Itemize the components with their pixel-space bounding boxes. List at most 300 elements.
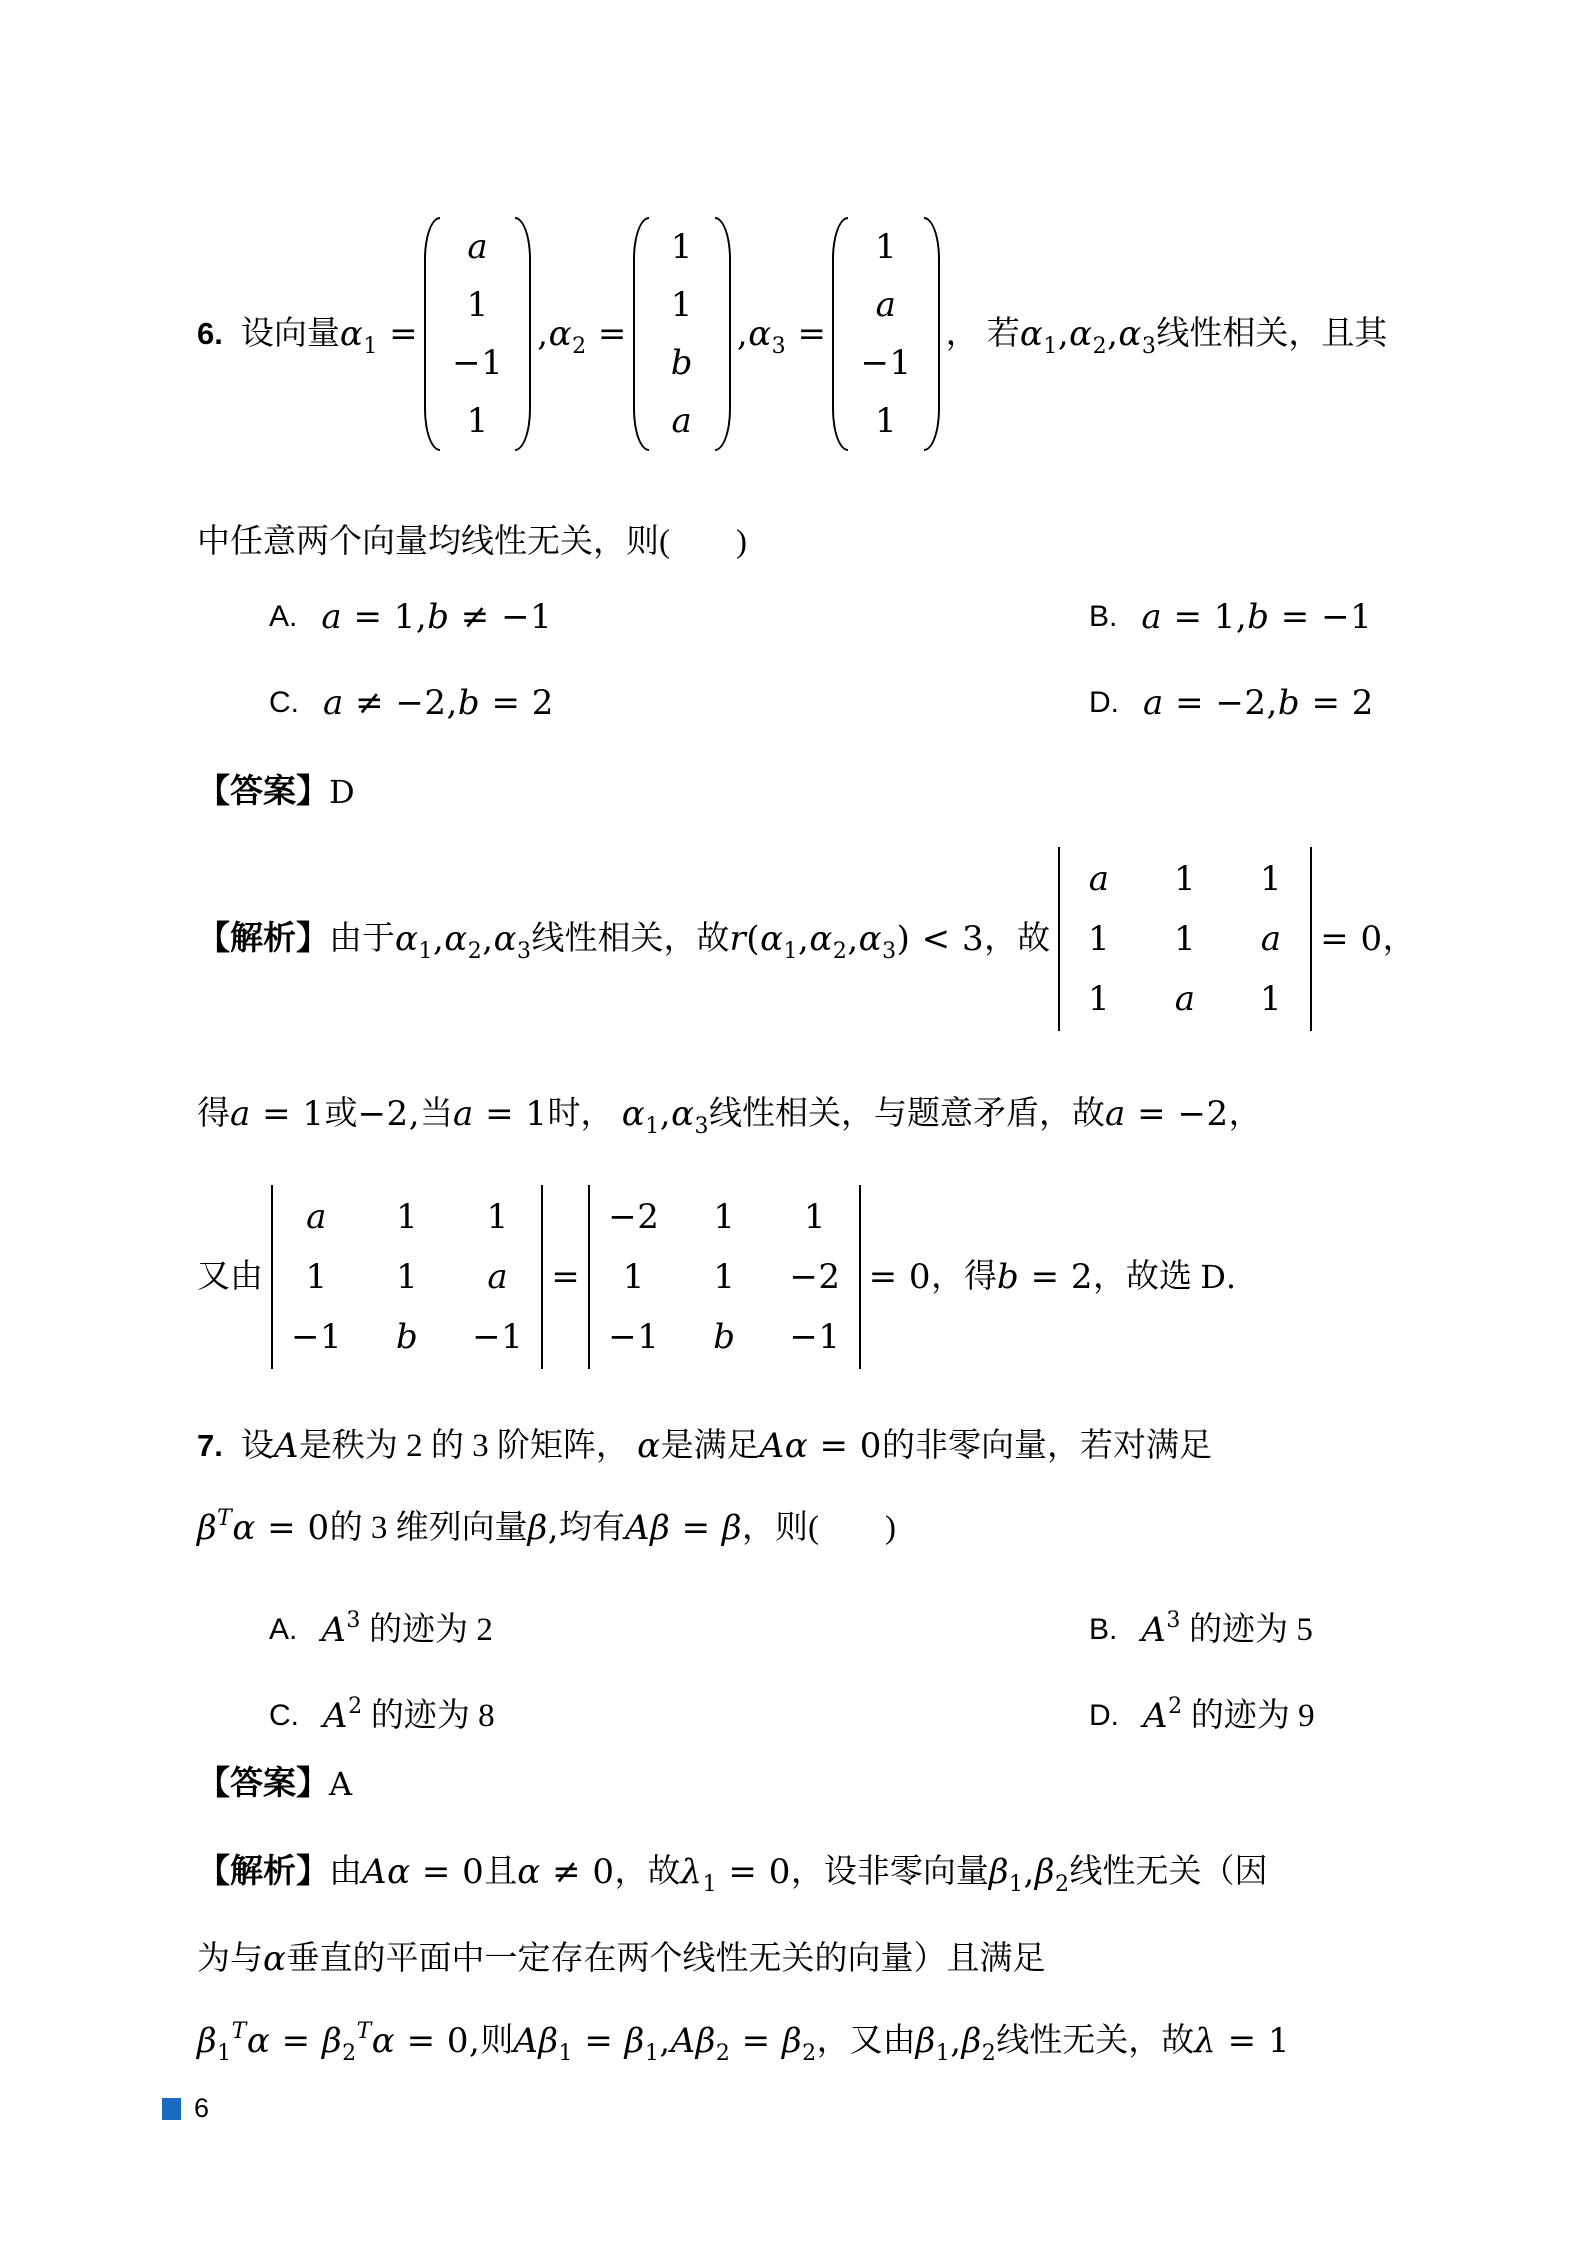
superscript: 2 (1168, 1694, 1183, 1719)
math-glyph (1269, 597, 1280, 637)
math-run (321, 594, 552, 640)
determinant (271, 1185, 543, 1369)
math-glyph: a (230, 1094, 251, 1134)
matrix-cell (306, 1247, 328, 1307)
math-run (637, 1423, 660, 1469)
matrix-cell (1089, 849, 1110, 909)
math-glyph: 1 (889, 343, 912, 383)
answer-letter: A (329, 1765, 354, 1803)
math-glyph (1349, 919, 1360, 959)
math-glyph: , (446, 683, 458, 723)
math-run (453, 1091, 548, 1137)
subscript: 2 (715, 2041, 731, 2066)
math-glyph: b (1247, 597, 1270, 637)
math-run (1105, 1091, 1229, 1137)
math-glyph: − (608, 1317, 638, 1357)
option-label: A. (269, 600, 298, 633)
math-glyph: 3 (961, 919, 985, 959)
math-glyph: α (1118, 314, 1142, 354)
math-run (997, 1254, 1093, 1300)
superscript: 3 (1166, 1608, 1181, 1633)
text-run: 的非零向量，若对满足 (881, 1428, 1212, 1464)
math-glyph: 1 (1213, 597, 1236, 637)
subscript: 3 (882, 939, 897, 964)
math-glyph: ) (896, 919, 911, 959)
math-glyph: a (1143, 683, 1164, 723)
math-glyph (1340, 683, 1351, 723)
math-run (306, 1254, 328, 1300)
math-glyph: ( (746, 919, 761, 959)
math-glyph: , (415, 597, 428, 637)
math-glyph: a (1141, 597, 1163, 637)
text-run: 垂直的平面中一定存在两个线性无关的向量）且满足 (286, 1941, 1046, 1977)
math-run (472, 1314, 523, 1360)
math-glyph: = (1320, 919, 1350, 959)
q6-ana3 (197, 1185, 1557, 1369)
math-glyph: 1 (713, 1257, 736, 1297)
text-run: 是满足 (660, 1428, 760, 1464)
matrix-cell (608, 1307, 659, 1367)
math-glyph (514, 1094, 525, 1134)
option-c (269, 680, 554, 726)
option-row (197, 680, 1557, 726)
math-glyph: a (1174, 979, 1196, 1019)
math-glyph (1216, 2021, 1227, 2061)
math-glyph: 1 (1174, 859, 1197, 899)
math-glyph: r (729, 919, 747, 959)
matrix-cell (487, 1187, 509, 1247)
math-glyph: 0 (307, 1508, 330, 1548)
math-glyph: α (637, 1426, 661, 1466)
math-glyph: 1 (1088, 979, 1111, 1019)
matrix-cell (442, 276, 513, 334)
matrix-cell (651, 392, 713, 450)
math-run (1089, 856, 1110, 902)
math-glyph: = (1173, 597, 1203, 637)
q6-ana2 (197, 1091, 1557, 1137)
math-glyph: α (784, 1426, 809, 1466)
math-glyph: 1 (874, 227, 898, 267)
subscript: 1 (1043, 334, 1058, 359)
math-glyph: = (491, 683, 521, 723)
page-number-marker (162, 2098, 181, 2120)
math-run (467, 282, 489, 328)
option-label: C. (269, 686, 299, 719)
math-glyph: β (781, 2021, 803, 2061)
option-label: A. (269, 1613, 298, 1646)
math-glyph: α (748, 314, 772, 354)
option-label: D. (1089, 686, 1119, 719)
math-glyph: b (427, 597, 450, 637)
right-paren-icon (924, 217, 940, 451)
math-glyph: = (262, 1094, 292, 1134)
math-run (467, 398, 489, 444)
text-run: 则 (480, 2023, 514, 2059)
math-glyph: β (1034, 1852, 1055, 1892)
column-vector (633, 214, 731, 454)
math-glyph: 1 (525, 1094, 548, 1134)
math-glyph: α (548, 314, 573, 354)
math-glyph (1310, 597, 1321, 637)
q6-options (197, 594, 1557, 726)
text-run: 线性无关，故 (996, 2023, 1195, 2059)
subscript: 3 (1141, 334, 1157, 359)
math-glyph: 1 (466, 401, 489, 441)
subscript: 2 (572, 334, 587, 359)
matrix-cell (472, 1307, 523, 1367)
math-run (291, 1314, 342, 1360)
math-run (916, 2018, 997, 2064)
math-glyph (411, 1852, 422, 1892)
math-glyph: 1 (622, 1257, 645, 1297)
math-glyph: 1 (1260, 979, 1283, 1019)
math-glyph: = (1227, 2021, 1257, 2061)
math-glyph (490, 597, 501, 637)
math-glyph: a (1260, 919, 1282, 959)
math-glyph: 1 (670, 285, 693, 325)
math-glyph: 2 (531, 683, 554, 723)
math-glyph: − (452, 343, 482, 383)
math-glyph: β (197, 1508, 218, 1548)
math-glyph: 1 (1088, 919, 1111, 959)
math-run (671, 224, 693, 270)
math-run (1175, 976, 1196, 1022)
math-glyph: 0 (446, 2021, 470, 2061)
math-glyph (717, 1852, 728, 1892)
math-glyph: = (421, 1852, 451, 1892)
q7-answer (197, 1761, 1557, 1807)
math-run (230, 1091, 325, 1137)
math-glyph: = (681, 1508, 711, 1548)
text-run: 是秩为 2 的 3 阶矩阵， (298, 1428, 638, 1464)
math-glyph: α (232, 1508, 256, 1548)
math-glyph: 0 (768, 1852, 791, 1892)
math-run (517, 1849, 614, 1895)
option-label: C. (269, 1699, 299, 1732)
math-run (623, 1254, 645, 1300)
text-run: ， (1228, 1096, 1262, 1132)
math-glyph: = (551, 1257, 581, 1297)
text-run: ，又由 (816, 2023, 916, 2059)
math-glyph: β (321, 2021, 343, 2061)
math-run (197, 2018, 480, 2064)
q6-ana1 (197, 847, 1557, 1031)
math-run (1143, 1693, 1183, 1739)
math-glyph (1257, 2021, 1268, 2061)
math-run (340, 311, 418, 357)
math-run (395, 916, 532, 962)
q7-ana2 (197, 1936, 1557, 1982)
matrix-cell (850, 276, 921, 334)
math-glyph: α (1019, 314, 1044, 354)
math-run (875, 224, 897, 270)
matrix-cell (1261, 909, 1282, 969)
right-paren-icon (515, 217, 531, 451)
text-run: 设 (240, 1428, 274, 1464)
option-label: B. (1089, 600, 1118, 633)
math-glyph: α (493, 919, 518, 959)
math-glyph: b (997, 1257, 1020, 1297)
math-glyph (587, 314, 598, 354)
math-glyph: α (371, 2021, 396, 2061)
math-run (875, 398, 897, 444)
option-b (1089, 1607, 1313, 1653)
math-glyph: , (432, 919, 445, 959)
matrix-cell (1260, 969, 1282, 1029)
math-run (274, 1423, 299, 1469)
subscript: 1 (702, 1872, 718, 1897)
math-glyph: α (517, 1852, 541, 1892)
math-glyph: 1 (1260, 859, 1283, 899)
math-glyph: = (597, 314, 627, 354)
math-glyph: 0 (859, 1426, 882, 1466)
matrix-cell (442, 392, 513, 450)
q7-stem2 (197, 1505, 1557, 1551)
subscript: 1 (363, 334, 378, 359)
math-glyph: 2 (1206, 1094, 1229, 1134)
math-glyph: 0 (908, 1257, 932, 1297)
text-run: ，故 (984, 921, 1051, 957)
math-glyph (520, 683, 531, 723)
matrix-cell (713, 1247, 735, 1307)
option-d (1089, 1693, 1315, 1739)
subscript: 2 (802, 2041, 817, 2066)
text-run: 由 (329, 1854, 362, 1890)
math-run (467, 224, 488, 270)
math-glyph: = (819, 1426, 849, 1466)
math-run (1020, 311, 1157, 357)
math-glyph: = (1175, 683, 1205, 723)
math-run (528, 1505, 559, 1551)
math-glyph: , (659, 2021, 671, 2061)
math-glyph (384, 683, 395, 723)
math-glyph: = (584, 2021, 614, 2061)
math-glyph: β (988, 1852, 1010, 1892)
math-run (513, 2018, 816, 2064)
matrix-cell (789, 1247, 840, 1307)
math-run (1194, 2018, 1290, 2064)
math-glyph: β (650, 1508, 671, 1548)
text-run: 均有 (559, 1510, 626, 1546)
math-glyph: , (482, 919, 494, 959)
math-run (876, 282, 897, 328)
math-glyph: b (670, 343, 693, 383)
math-run (804, 1194, 826, 1240)
matrix-cell (789, 1307, 840, 1367)
math-glyph: a (487, 1257, 509, 1297)
superscript: T (231, 2019, 247, 2044)
subscript: 1 (418, 939, 433, 964)
text-run: 的迹为 8 (362, 1698, 495, 1734)
math-glyph: α (263, 1939, 287, 1979)
math-glyph: 1 (803, 1197, 827, 1237)
text-run: ，故 (614, 1854, 681, 1890)
math-glyph: 0 (1360, 919, 1383, 959)
option-label: B. (1089, 1613, 1118, 1646)
math-glyph: 1 (637, 1317, 660, 1357)
matrix-cell (651, 276, 713, 334)
subscript: 1 (935, 2041, 951, 2066)
math-glyph (291, 1094, 302, 1134)
subscript: 1 (217, 2041, 232, 2066)
left-paren-icon (832, 217, 848, 451)
math-glyph: A (1143, 1696, 1169, 1736)
math-glyph: α (809, 919, 833, 959)
math-glyph (480, 683, 491, 723)
math-glyph: α (760, 919, 784, 959)
subscript: 2 (467, 939, 483, 964)
vector-entries (649, 214, 715, 454)
subscript: 3 (771, 334, 787, 359)
math-glyph: ≠ (552, 1852, 582, 1892)
math-glyph: , (847, 919, 859, 959)
matrix-cell (1174, 849, 1196, 909)
math-run (622, 1091, 709, 1137)
matrix-cell (713, 1307, 735, 1367)
math-glyph: α (1069, 314, 1093, 354)
math-glyph: 0 (462, 1852, 485, 1892)
math-glyph: 1 (486, 1197, 509, 1237)
subscript: 2 (832, 939, 848, 964)
math-run (860, 340, 911, 386)
math-glyph (395, 2021, 406, 2061)
text-run: 又由 (197, 1259, 263, 1295)
matrix-cell (850, 218, 921, 276)
math-run (713, 1254, 735, 1300)
math-glyph (848, 1426, 859, 1466)
math-glyph: α (621, 1094, 646, 1134)
math-glyph: 1 (670, 227, 693, 267)
math-glyph: A (321, 1610, 347, 1650)
matrix-cell (713, 1187, 735, 1247)
math-glyph: , (798, 919, 810, 959)
math-run (358, 1091, 420, 1137)
math-glyph: = (868, 1257, 898, 1297)
math-glyph: A (625, 1508, 651, 1548)
math-glyph: β (538, 2021, 559, 2061)
math-glyph (270, 2021, 281, 2061)
matrix-cell (306, 1187, 327, 1247)
math-glyph (1019, 1257, 1030, 1297)
math-glyph (581, 1852, 592, 1892)
math-glyph: = (353, 597, 383, 637)
math-glyph: = (1311, 683, 1341, 723)
label-text: 【答案】 (197, 774, 329, 810)
q7-options (197, 1607, 1557, 1739)
math-run (1143, 680, 1374, 726)
math-glyph: a (467, 227, 489, 267)
math-glyph: b (396, 1317, 419, 1357)
math-run (396, 1194, 418, 1240)
text-run: ，设非零向量 (790, 1854, 989, 1890)
vector-entries (848, 214, 923, 454)
math-glyph: 2 (818, 1257, 841, 1297)
math-glyph: a (306, 1197, 327, 1237)
math-glyph: 1 (501, 1317, 524, 1357)
math-glyph: − (395, 683, 425, 723)
superscript: T (217, 1506, 233, 1531)
option-label: D. (1089, 1699, 1119, 1732)
math-glyph: , (736, 314, 749, 354)
math-glyph: 2 (1244, 683, 1267, 723)
math-glyph: 2 (1351, 683, 1374, 723)
math-run (1141, 1607, 1181, 1653)
math-glyph (436, 2021, 447, 2061)
math-run (487, 1194, 509, 1240)
text-run: ，得 (931, 1259, 998, 1295)
math-glyph: = (389, 314, 419, 354)
math-run (551, 1254, 580, 1300)
option-b (1089, 594, 1372, 640)
option-row (197, 1693, 1557, 1739)
option-row (197, 1607, 1557, 1653)
math-glyph: − (501, 597, 531, 637)
subscript: 2 (1092, 334, 1108, 359)
math-glyph: − (1215, 683, 1245, 723)
math-glyph: a (1088, 859, 1110, 899)
matrix-cell (1174, 909, 1196, 969)
math-run (989, 1849, 1070, 1895)
subscript: 3 (694, 1114, 710, 1139)
math-glyph: , (659, 1094, 672, 1134)
math-run (487, 1254, 508, 1300)
math-glyph (1126, 1094, 1137, 1134)
math-glyph (1166, 1094, 1177, 1134)
math-glyph: , (950, 2021, 962, 2061)
math-glyph: − (860, 343, 890, 383)
math-glyph: b (1277, 683, 1301, 723)
text-run: 设向量 (240, 316, 340, 352)
math-run (1174, 916, 1196, 962)
math-glyph: , (1266, 683, 1278, 723)
column-vector (832, 214, 939, 454)
math-glyph: 0 (592, 1852, 615, 1892)
math-glyph: = (797, 314, 827, 354)
math-glyph: , (547, 1508, 560, 1548)
text-run: 为与 (197, 1941, 263, 1977)
math-glyph: a (321, 597, 343, 637)
answer-letter: D. (1200, 1258, 1237, 1296)
math-glyph (344, 683, 355, 723)
subscript: 3 (517, 939, 532, 964)
math-glyph (613, 2021, 624, 2061)
math-glyph: a (453, 1094, 474, 1134)
math-glyph: α (387, 1852, 411, 1892)
math-glyph (786, 314, 797, 354)
math-glyph: A (759, 1426, 785, 1466)
math-glyph: − (608, 1197, 638, 1237)
math-glyph (474, 1094, 485, 1134)
text-run: 且 (484, 1854, 518, 1890)
matrix-cell (850, 392, 921, 450)
subscript: 1 (558, 2041, 574, 2066)
matrix-cell (850, 334, 921, 392)
math-run (1320, 916, 1382, 962)
math-glyph: = (1137, 1094, 1167, 1134)
math-glyph: 1 (393, 597, 416, 637)
math-glyph: 1 (302, 1094, 325, 1134)
subscript: 2 (981, 2041, 997, 2066)
math-glyph: , (1057, 314, 1070, 354)
math-glyph: β (197, 2021, 218, 2061)
math-run (1088, 976, 1110, 1022)
math-run (452, 340, 503, 386)
subscript: 2 (1054, 1872, 1070, 1897)
math-run (537, 311, 627, 357)
math-glyph: β (721, 1508, 743, 1548)
math-glyph (573, 2021, 584, 2061)
math-glyph (342, 597, 353, 637)
